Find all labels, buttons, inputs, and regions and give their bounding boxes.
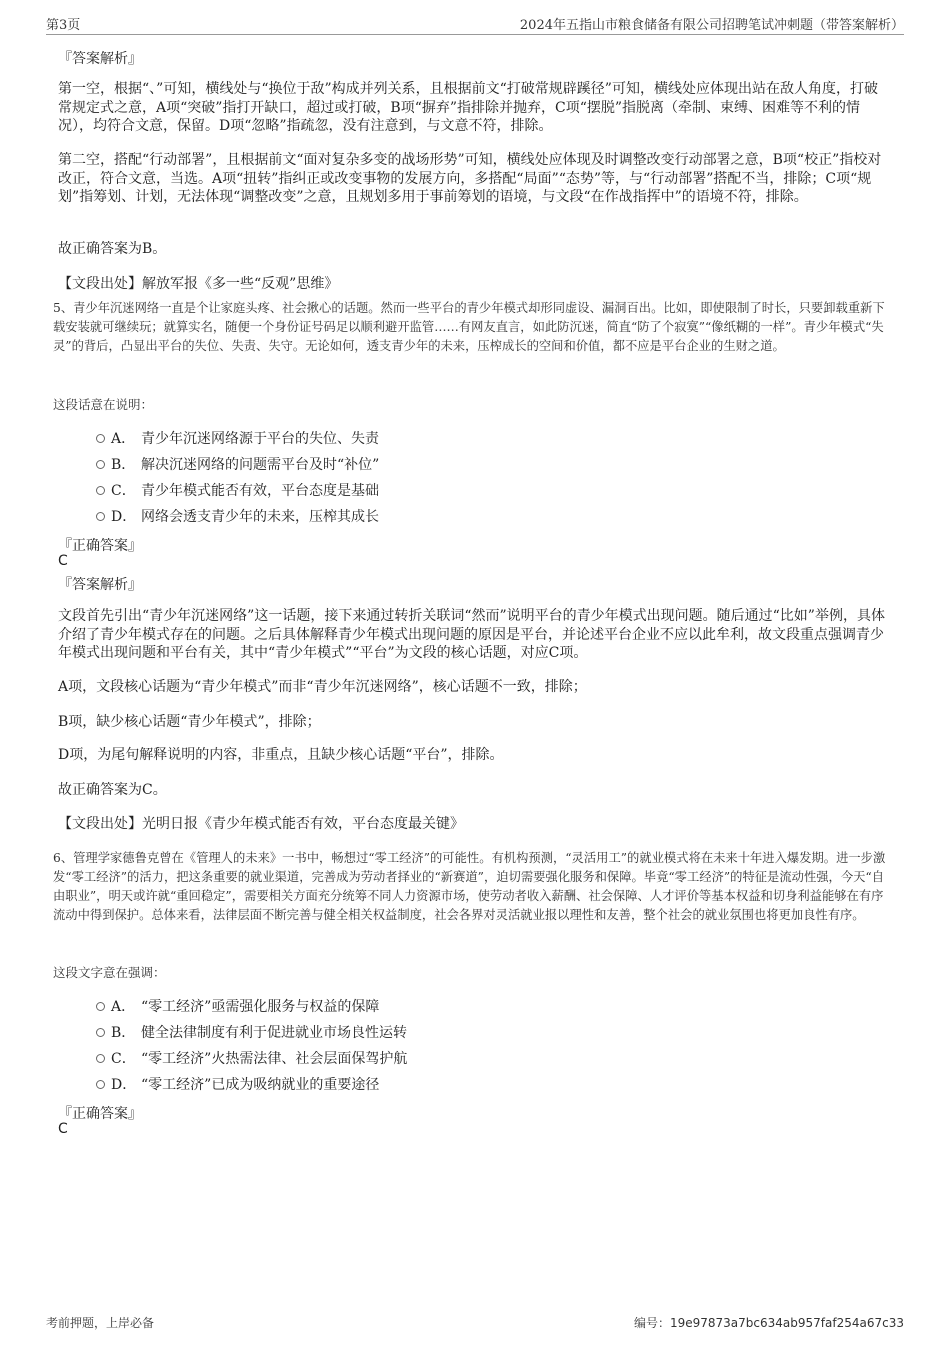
analysis-label: 『答案解析』 (58, 51, 142, 67)
footer-slogan: 考前押题，上岸必备 (46, 1316, 155, 1330)
page-footer (46, 1312, 904, 1332)
q5-option-d[interactable]: D． 网络会透支青少年的未来，压榨其成长 (96, 506, 379, 528)
correct-answer-label: 『正确答案』 (58, 1106, 142, 1122)
question-5-text: 5、青少年沉迷网络一直是个让家庭头疼、社会揪心的话题。然而一些平台的青少年模式却形同虚设、漏洞百出。比如，即使限制了时长，只要卸载重新下载安装就可继续玩；就算实名，随便一个身份证号码足以顺利避开监管……有网友直言，如此防沉迷，简直“防了个寂寞”“像纸糊的一样”。青少年模式“失灵”的背后，凸显出平台的失位、失责、失守。无论如何，透支青少年的未来，压榨成长的空间和价值，都不应是平台企业的生财之道。 (53, 301, 885, 353)
source-citation: 【文段出处】解放军报《多一些“反观”思维》 (58, 276, 339, 292)
conclusion: 故正确答案为B。 (58, 241, 167, 257)
radio-icon[interactable] (96, 1080, 105, 1089)
radio-icon[interactable] (96, 434, 105, 443)
q6-option-d[interactable]: D． “零工经济”已成为吸纳就业的重要途径 (96, 1074, 379, 1096)
radio-icon[interactable] (96, 1054, 105, 1063)
source-citation: 【文段出处】光明日报《青少年模式能否有效，平台态度最关键》 (58, 816, 464, 832)
document-title: 2024年五指山市粮食储备有限公司招聘笔试冲刺题（带答案解析） (519, 18, 904, 33)
q6-option-b[interactable]: B． 健全法律制度有利于促进就业市场良性运转 (96, 1022, 407, 1044)
question-6-text: 6、管理学家德鲁克曾在《管理人的未来》一书中，畅想过“零工经济”的可能性。有机构预测，“灵活用工”的就业模式将在未来十年进入爆发期。进一步激发“零工经济”的活力，把这条重要的就业渠道，完善成为劳动者择业的“新赛道”，迫切需要强化服务和保障。毕竟“零工经济”的特征是流动性强，今天“自由职业”，明天或许就“重回稳定”，需要相关方面充分统筹不同人力资源市场，使劳动者收入薪酬、社会保障、人才评价等基本权益和切身利益能够在有序流动中得到保护。总体来看，法律层面不断完善与健全相关权益制度，社会各界对灵活就业报以理性和友善，整个社会的就业氛围也将更加良性有序。 (53, 851, 886, 922)
q5-option-a[interactable]: A． 青少年沉迷网络源于平台的失位、失责 (96, 428, 379, 450)
correct-answer-label: 『正确答案』 (58, 538, 142, 554)
page-header (46, 14, 904, 35)
analysis-paragraph-3: B项，缺少核心话题“青少年模式”，排除； (58, 714, 321, 730)
q6-option-a[interactable]: A． “零工经济”亟需强化服务与权益的保障 (96, 996, 379, 1018)
analysis-label: 『答案解析』 (58, 577, 142, 593)
analysis-paragraph-1: 文段首先引出“青少年沉迷网络”这一话题，接下来通过转折关联词“然而”说明平台的青少年模式出现问题。随后通过“比如”举例，具体介绍了青少年模式存在的问题。之后具体解释青少年模式出现问题的原因是平台，并论述平台企业不应以此牟利，故文段重点强调青少年模式出现问题和平台有关，其中“青少年模式”“平台”为文段的核心话题，对应C项。 (58, 608, 885, 661)
radio-icon[interactable] (96, 486, 105, 495)
q6-option-c[interactable]: C． “零工经济”火热需法律、社会层面保驾护航 (96, 1048, 407, 1070)
q5-option-c[interactable]: C． 青少年模式能否有效，平台态度是基础 (96, 480, 379, 502)
radio-icon[interactable] (96, 1002, 105, 1011)
q5-option-b[interactable]: B． 解决沉迷网络的问题需平台及时“补位” (96, 454, 379, 476)
correct-answer: C (58, 553, 68, 569)
radio-icon[interactable] (96, 512, 105, 521)
conclusion: 故正确答案为C。 (58, 782, 167, 798)
question-6-prompt: 这段文字意在强调： (53, 965, 166, 980)
analysis-paragraph-1: 第一空，根据“、”可知，横线处与“换位于敌”构成并列关系，且根据前文“打破常规辟蹊径”可知，横线处应体现出站在敌人角度，打破常规定式之意，A项“突破”指打开缺口，超过或打破，B项“摒弃”指排除并抛弃，C项“摆脱”指脱离（牵制、束缚、困难等不利的情况），均符合文意，保留。D项“忽略”指疏忽，没有注意到，与文意不符，排除。 (58, 81, 878, 134)
document-code: 编号：19e97873a7bc634ab957faf254a67c33 (633, 1316, 904, 1330)
question-5-prompt: 这段话意在说明： (53, 397, 154, 412)
correct-answer: C (58, 1121, 68, 1137)
page-number: 第3页 (46, 18, 81, 33)
radio-icon[interactable] (96, 460, 105, 469)
analysis-paragraph-2: 第二空，搭配“行动部署”，且根据前文“面对复杂多变的战场形势”可知，横线处应体现及时调整改变行动部署之意，B项“校正”指校对改正，符合文意，当选。A项“扭转”指纠正或改变事物的发展方向，多搭配“局面”“态势”等，与“行动部署”搭配不当，排除；C项“规划”指筹划、计划，无法体现“调整改变”之意，且规划多用于事前筹划的语境，与文段“在作战指挥中”的语境不符，排除。 (58, 152, 882, 205)
analysis-paragraph-2: A项，文段核心话题为“青少年模式”而非“青少年沉迷网络”，核心话题不一致，排除； (58, 679, 587, 695)
radio-icon[interactable] (96, 1028, 105, 1037)
analysis-paragraph-4: D项，为尾句解释说明的内容，非重点，且缺少核心话题“平台”，排除。 (58, 747, 504, 763)
